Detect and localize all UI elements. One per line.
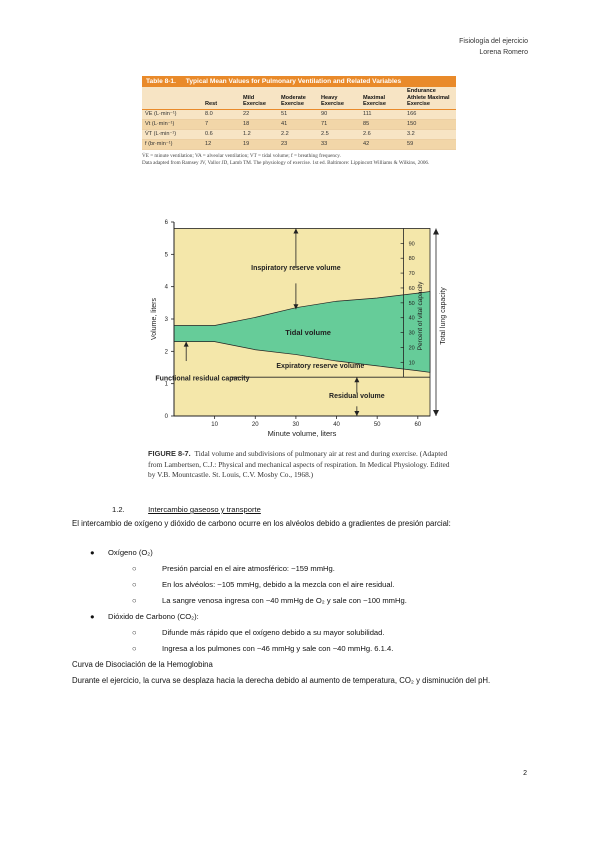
section-number: 1.2. bbox=[112, 505, 125, 514]
table-header-cell: Moderate Exercise bbox=[278, 87, 318, 109]
gas-fact: Difunde más rápido que el oxígeno debido a su mayor solubilidad. bbox=[162, 628, 385, 637]
table-cell: 33 bbox=[318, 139, 360, 149]
x-tick-label: 60 bbox=[414, 422, 422, 428]
header-author: Lorena Romero bbox=[479, 49, 528, 56]
figure-caption-text: Tidal volume and subdivisions of pulmonary air at rest and during exercise. (Adapted from Lambertsen, C.J.: Physical and mechanical aspects of respiration. In Medical Physiology. Edited by V.B. Mountcastle. St. Louis, C.V. Mosby Co., 1968.) bbox=[148, 449, 450, 480]
bullet-icon: ● bbox=[90, 612, 95, 621]
list-item bbox=[72, 593, 528, 609]
circle-bullet-icon: ○ bbox=[132, 596, 137, 605]
y-tick-label: 5 bbox=[164, 252, 168, 259]
gas-fact: Ingresa a los pulmones con ~46 mmHg y sale con ~40 mmHg. 6.1.4. bbox=[162, 644, 394, 653]
y-tick-label: 6 bbox=[164, 220, 168, 226]
table-cell: 2.5 bbox=[318, 129, 360, 139]
table-cell: 111 bbox=[360, 109, 404, 119]
ventilation-table-figure bbox=[142, 76, 456, 167]
circle-bullet-icon: ○ bbox=[132, 644, 137, 653]
table-cell: 7 bbox=[202, 119, 240, 129]
circle-bullet-icon: ○ bbox=[132, 580, 137, 589]
list-item bbox=[72, 609, 528, 625]
table-header-cell: Mild Exercise bbox=[240, 87, 278, 109]
page-header bbox=[459, 36, 528, 58]
table-cell: V̇E (L·min⁻¹) bbox=[142, 109, 202, 119]
table-cell: 90 bbox=[318, 109, 360, 119]
figure-label: FIGURE 8-7. bbox=[148, 449, 191, 458]
table-cell: 23 bbox=[278, 139, 318, 149]
figure-caption bbox=[148, 449, 454, 481]
total-capacity-label: Total lung capacity bbox=[440, 287, 447, 345]
y-tick-label: 0 bbox=[164, 414, 168, 420]
list-item bbox=[72, 561, 528, 577]
percent-tick-label: 30 bbox=[408, 330, 415, 337]
table-footnote-source: Data adapted from Ramsey JV, Vallor JD, Lamb TM. The physiology of exercise. 1st ed. Baltimore: Lippincott Williams & Wilkins, 2006. bbox=[142, 159, 430, 166]
table-footnote-abbrev: V̇E = minute ventilation; VA = alveolar ventilation; VT = tidal volume; f = breathing frequency. bbox=[142, 152, 341, 159]
table-cell: 19 bbox=[240, 139, 278, 149]
table-cell: V̇T (L·min⁻¹) bbox=[142, 129, 202, 139]
table-header-cell: Rest bbox=[202, 87, 240, 109]
percent-tick-label: 50 bbox=[408, 300, 415, 307]
circle-bullet-icon: ○ bbox=[132, 564, 137, 573]
list-item bbox=[72, 545, 528, 561]
rv-label: Residual volume bbox=[329, 393, 385, 401]
y-tick-label: 1 bbox=[164, 381, 168, 388]
gas-name: Oxígeno (O₂) bbox=[108, 548, 153, 557]
table-cell: f (br·min⁻¹) bbox=[142, 139, 202, 149]
table-header-row bbox=[142, 87, 456, 109]
x-axis-label: Minute volume, liters bbox=[267, 429, 337, 438]
table-number: Table 8-1. bbox=[146, 78, 176, 85]
intro-paragraph: El intercambio de oxígeno y dióxido de carbono ocurre en los alvéolos debido a gradientes de presión parcial: bbox=[72, 519, 451, 528]
percent-tick-label: 90 bbox=[408, 241, 415, 248]
table-row bbox=[142, 119, 456, 129]
y-axis-label: Volume, liters bbox=[151, 297, 158, 341]
list-item bbox=[72, 577, 528, 593]
erv-label: Expiratory reserve volume bbox=[276, 363, 365, 371]
percent-tick-label: 80 bbox=[408, 256, 415, 263]
table-header-cell: Maximal Exercise bbox=[360, 87, 404, 109]
table-cell: 2.6 bbox=[360, 129, 404, 139]
percent-tick-label: 40 bbox=[408, 315, 415, 322]
table-row bbox=[142, 139, 456, 149]
table-cell: Vt (L·min⁻¹) bbox=[142, 119, 202, 129]
gas-name: Dióxido de Carbono (CO₂): bbox=[108, 612, 199, 621]
gas-fact: En los alvéolos: ~105 mmHg, debido a la mezcla con el aire residual. bbox=[162, 580, 395, 589]
page-number: 2 bbox=[523, 770, 527, 777]
percent-tick-label: 10 bbox=[408, 360, 415, 367]
x-tick-label: 40 bbox=[333, 422, 340, 428]
circle-bullet-icon: ○ bbox=[132, 628, 137, 637]
curve-heading: Curva de Disociación de la Hemoglobina bbox=[72, 660, 213, 669]
list-item bbox=[72, 625, 528, 641]
section-heading bbox=[112, 505, 261, 514]
table-cell: 150 bbox=[404, 119, 456, 129]
tidal-volume-label: Tidal volume bbox=[285, 328, 331, 338]
table-cell: 12 bbox=[202, 139, 240, 149]
x-tick-label: 30 bbox=[292, 422, 300, 428]
percent-tick-label: 70 bbox=[408, 271, 415, 278]
gas-list bbox=[72, 545, 528, 657]
table-title-bar bbox=[142, 76, 456, 87]
table-cell: 166 bbox=[404, 109, 456, 119]
percent-axis-label: Percent of vital capacity bbox=[417, 281, 424, 351]
lung-volume-chart-svg bbox=[148, 216, 454, 444]
table-row bbox=[142, 129, 456, 139]
list-item bbox=[72, 641, 528, 657]
table-cell: 41 bbox=[278, 119, 318, 129]
y-tick-label: 4 bbox=[164, 284, 168, 291]
table-cell: 22 bbox=[240, 109, 278, 119]
table-cell: 85 bbox=[360, 119, 404, 129]
table-header-cell: Endurance Athlete Maximal Exercise bbox=[404, 87, 456, 109]
section-title: Intercambio gaseoso y transporte bbox=[148, 505, 261, 514]
x-tick-label: 10 bbox=[211, 422, 218, 428]
table-header-cell: Heavy Exercise bbox=[318, 87, 360, 109]
table-header-cell bbox=[142, 87, 202, 109]
curve-paragraph: Durante el ejercicio, la curva se desplaza hacia la derecha debido al aumento de temperatura, CO₂ y disminución del pH. bbox=[72, 676, 491, 685]
table-cell: 18 bbox=[240, 119, 278, 129]
table-cell: 1.2 bbox=[240, 129, 278, 139]
lung-volume-chart bbox=[148, 216, 454, 444]
header-course: Fisiología del ejercicio bbox=[459, 38, 528, 45]
y-tick-label: 3 bbox=[164, 317, 168, 323]
gas-fact: Presión parcial en el aire atmosférico: ~159 mmHg. bbox=[162, 564, 335, 573]
table-cell: 59 bbox=[404, 139, 456, 149]
frc-label: Functional residual capacity bbox=[155, 375, 250, 383]
total-capacity-arrow-down bbox=[433, 410, 439, 416]
table-cell: 8.0 bbox=[202, 109, 240, 119]
percent-tick-label: 20 bbox=[408, 345, 415, 352]
table-cell: 2.2 bbox=[278, 129, 318, 139]
table-cell: 0.6 bbox=[202, 129, 240, 139]
x-tick-label: 50 bbox=[373, 422, 381, 428]
table-title: Typical Mean Values for Pulmonary Ventilation and Related Variables bbox=[185, 78, 402, 85]
x-tick-label: 20 bbox=[251, 422, 259, 428]
percent-tick-label: 60 bbox=[408, 285, 415, 292]
table-footnote bbox=[142, 153, 456, 167]
table-cell: 51 bbox=[278, 109, 318, 119]
bullet-icon: ● bbox=[90, 548, 95, 557]
table-cell: 3.2 bbox=[404, 129, 456, 139]
table-cell: 42 bbox=[360, 139, 404, 149]
total-capacity-arrow-up bbox=[433, 228, 439, 234]
table-row bbox=[142, 109, 456, 119]
ventilation-table bbox=[142, 87, 456, 150]
gas-fact: La sangre venosa ingresa con ~40 mmHg de O₂ y sale con ~100 mmHg. bbox=[162, 596, 407, 605]
table-cell: 71 bbox=[318, 119, 360, 129]
y-tick-label: 2 bbox=[164, 349, 168, 356]
irv-label: Inspiratory reserve volume bbox=[251, 264, 341, 272]
